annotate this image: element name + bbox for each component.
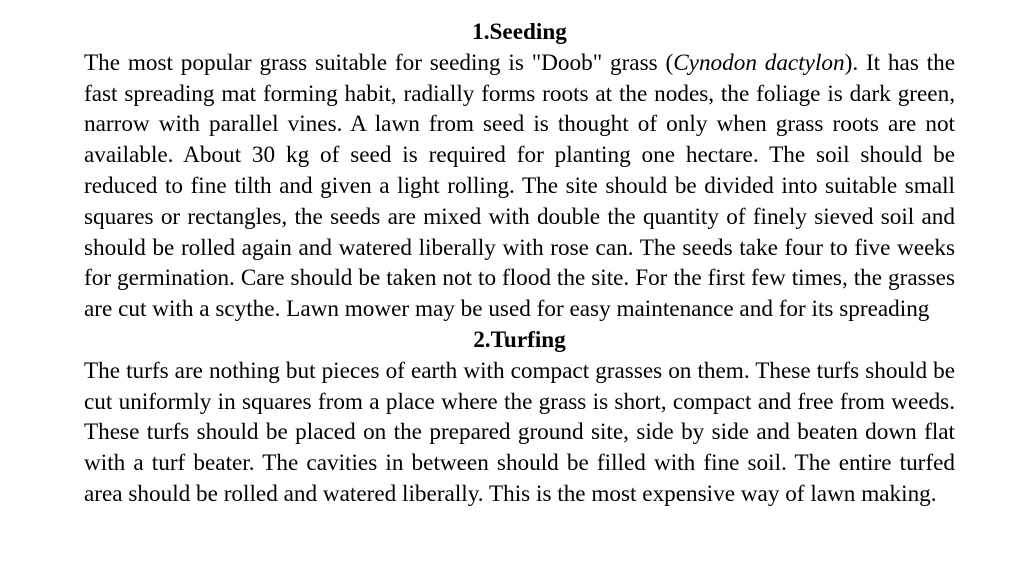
section-paragraph-turfing: The turfs are nothing but pieces of earth with compact grasses on them. These turfs should be cut uniformly in squares from a place where the grass is short, compact and free from weeds. These turfs should be placed on the prepared ground site, side by side and beaten down flat with a turf beater. The cavities in between should be filled with fine soil. The entire turfed area should be rolled and watered liberally. This is the most expensive way of lawn making.: [84, 357, 955, 507]
document-body: [84, 17, 955, 510]
section-paragraph-seeding: [84, 48, 955, 325]
seeding-text-start: The most popular grass suitable for seeding is "Doob" grass (: [84, 49, 674, 76]
section-heading-seeding: 1.Seeding: [472, 19, 567, 45]
scientific-name: Cynodon dactylon: [673, 49, 845, 76]
section-heading-turfing: 2.Turfing: [473, 326, 566, 353]
seeding-text-rest: ). It has the fast spreading mat forming habit, radially forms roots at the nodes, the foliage is dark green, narrow with parallel vines. A lawn from seed is thought of only when grass roots are not available. About 30 kg of seed is required for planting one hectare. The soil should be reduced to fine tilth and given a light rolling. The site should be divided into suitable small squares or rectangles, the seeds are mixed with double the quantity of finely sieved soil and should be rolled again and watered liberally with rose can. The seeds take four to five weeks for germination. Care should be taken not to flood the site. For the first few times, the grasses are cut with a scythe. Lawn mower may be used for easy maintenance and for its spreading: [84, 49, 955, 323]
